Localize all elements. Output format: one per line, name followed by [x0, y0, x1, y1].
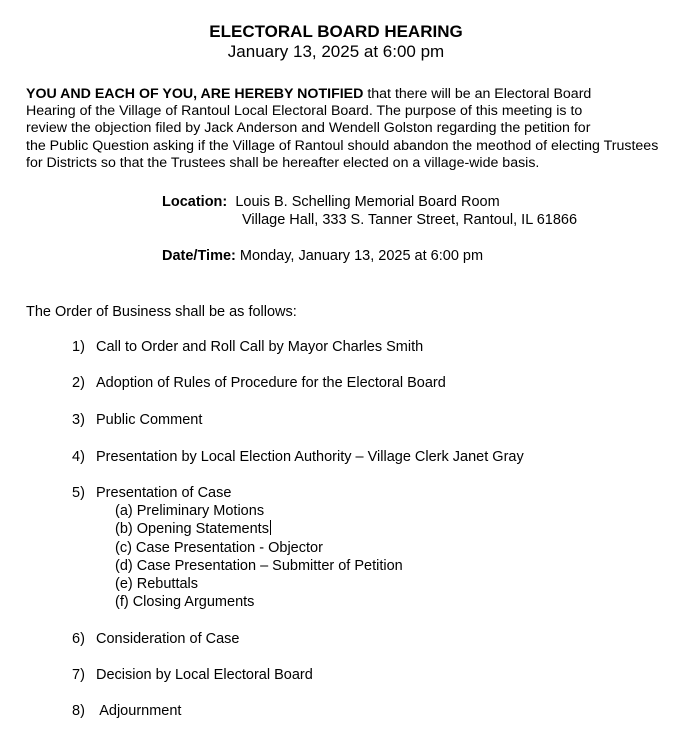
- list-item-number: 6): [72, 631, 85, 647]
- location-block: [162, 193, 577, 229]
- sub-list-item-text: (b) Opening Statements: [115, 521, 269, 537]
- notice-line-5: for Districts so that the Trustees shall be hereafter elected on a village-wide basis.: [26, 154, 540, 171]
- list-item-text: Presentation by Local Election Authority – Village Clerk Janet Gray: [96, 449, 524, 465]
- datetime-block: [162, 247, 483, 265]
- location-line-2: Village Hall, 333 S. Tanner Street, Rantoul, IL 61866: [242, 212, 578, 228]
- list-item-number: 5): [72, 485, 85, 501]
- datetime-value: Monday, January 13, 2025 at 6:00 pm: [239, 248, 484, 264]
- sub-list-item: (e) Rebuttals: [115, 576, 199, 592]
- location-line-1: Louis B. Schelling Memorial Board Room: [235, 194, 500, 210]
- list-item-text: Consideration of Case: [96, 631, 240, 647]
- list-item: [72, 702, 181, 720]
- list-item-number: 1): [72, 339, 85, 355]
- list-item-text: Presentation of Case: [96, 485, 232, 501]
- notice-line-4: the Public Question asking if the Village of Rantoul should abandon the meothod of electing Trustees: [26, 137, 659, 154]
- list-item-number: 7): [72, 667, 85, 683]
- list-item-text: Public Comment: [96, 412, 203, 428]
- list-item: [72, 448, 524, 466]
- notice-lead: YOU AND EACH OF YOU, ARE HEREBY NOTIFIED: [26, 86, 364, 102]
- notice-paragraph: [26, 86, 694, 172]
- list-item: [72, 630, 239, 648]
- list-item: [72, 338, 423, 356]
- list-item: [72, 666, 313, 684]
- sub-list-item: (f) Closing Arguments: [115, 594, 255, 610]
- notice-line-1: [26, 86, 694, 103]
- notice-line-3: review the objection filed by Jack Anderson and Wendell Golston regarding the petition for: [26, 120, 591, 137]
- document-title: ELECTORAL BOARD HEARING: [209, 22, 463, 41]
- list-item-text: Call to Order and Roll Call by Mayor Charles Smith: [96, 339, 424, 355]
- list-item-number: 3): [72, 412, 85, 428]
- document-subtitle: January 13, 2025 at 6:00 pm: [227, 42, 445, 61]
- list-item-number: 4): [72, 449, 85, 465]
- notice-line-2: Hearing of the Village of Rantoul Local Electoral Board. The purpose of this meeting is to: [26, 103, 583, 120]
- list-item-number: 2): [72, 375, 85, 391]
- sub-list-item: [115, 520, 271, 538]
- list-item: [72, 484, 231, 502]
- notice-line-1-rest: that there will be an Electoral Board: [363, 86, 592, 102]
- datetime-label: Date/Time:: [162, 248, 236, 264]
- list-item-number: 8): [72, 703, 85, 719]
- location-label: Location:: [162, 194, 228, 210]
- order-intro: The Order of Business shall be as follows:: [26, 304, 297, 320]
- sub-list-item: (d) Case Presentation – Submitter of Petition: [115, 558, 403, 574]
- sub-list-item: (c) Case Presentation - Objector: [115, 540, 323, 556]
- list-item: [72, 411, 202, 429]
- text-cursor: [270, 520, 271, 535]
- list-item-text: Adoption of Rules of Procedure for the Electoral Board: [96, 375, 446, 391]
- sub-list-item: (a) Preliminary Motions: [115, 503, 265, 519]
- list-item-text: Adjournment: [96, 703, 182, 719]
- list-item-text: Decision by Local Electoral Board: [96, 667, 313, 683]
- list-item: [72, 374, 446, 392]
